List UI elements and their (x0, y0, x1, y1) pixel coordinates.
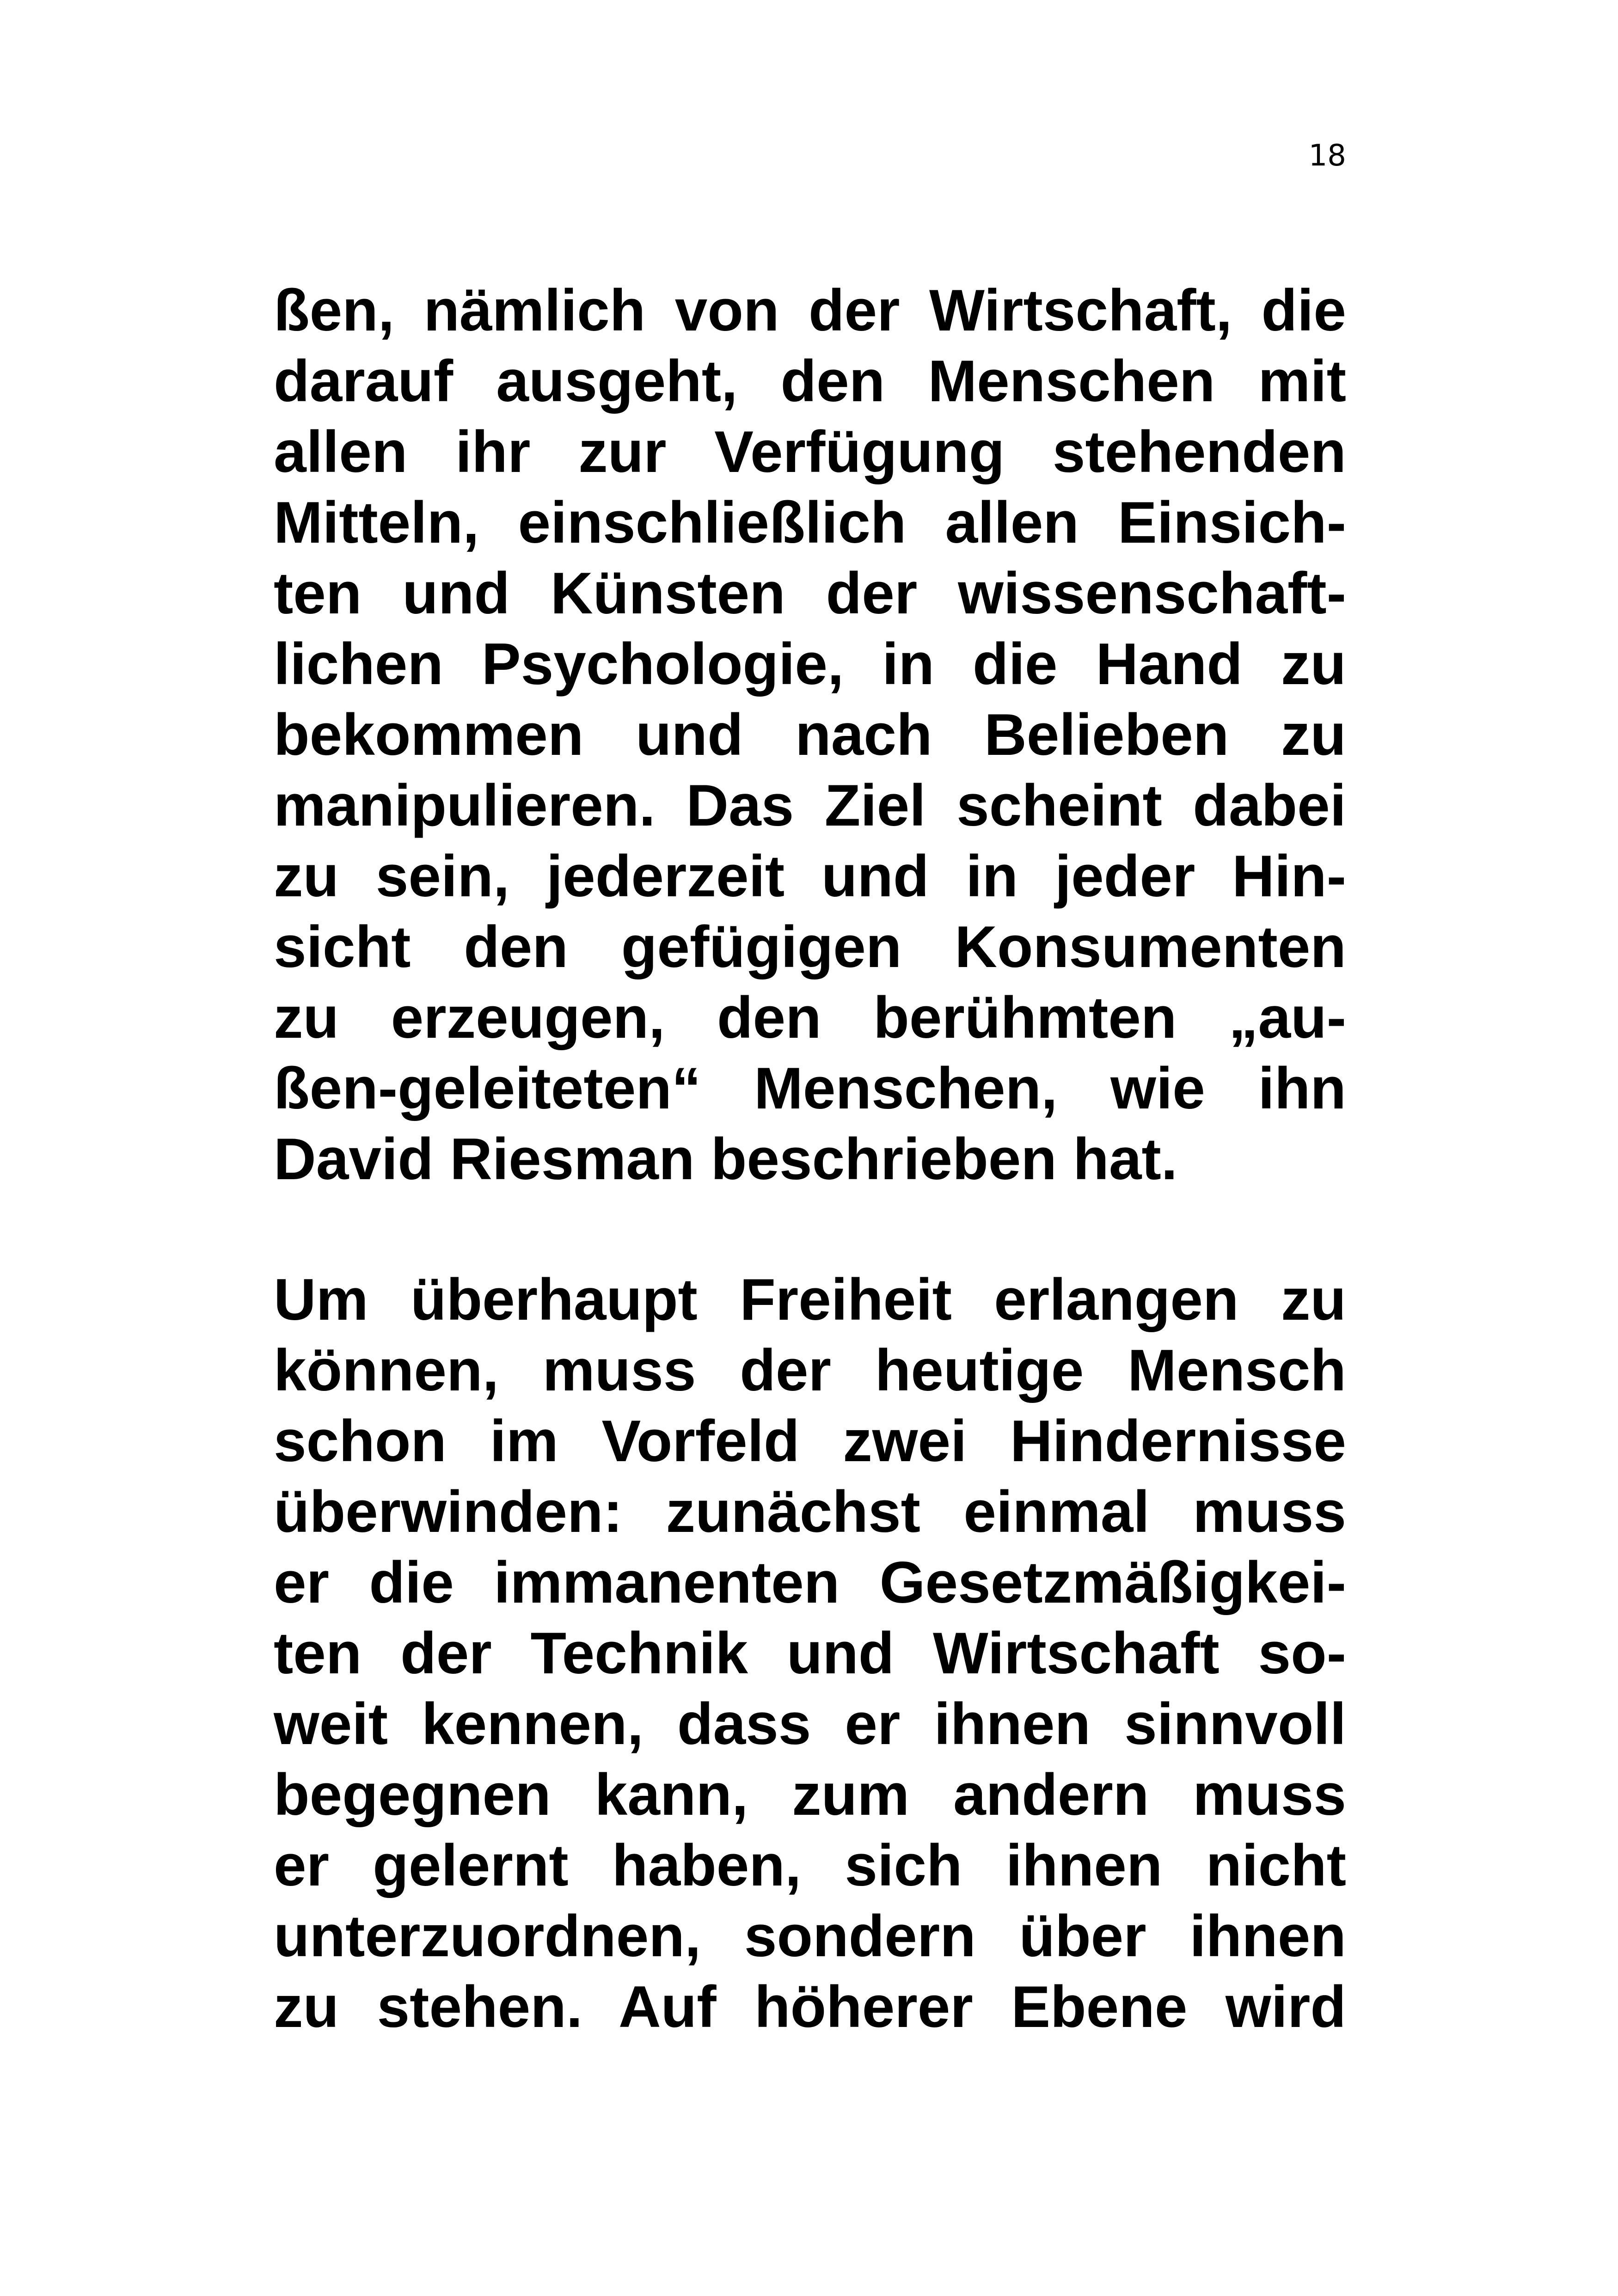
text-line: lichen Psychologie, in die Hand zu (274, 631, 1346, 697)
text-line: können, muss der heutige Mensch (274, 1337, 1346, 1403)
paragraph-1 (274, 275, 1346, 1194)
text-line: David Riesman beschrieben hat. (274, 1126, 1178, 1192)
text-line: ßen, nämlich von der Wirtschaft, die (274, 277, 1346, 343)
text-line: zu erzeugen, den berühmten „au- (274, 985, 1346, 1050)
text-line: darauf ausgeht, den Menschen mit (274, 348, 1346, 414)
text-line: er die immanenten Gesetzmäßigkei- (274, 1549, 1346, 1615)
text-line: unterzuordnen, sondern über ihnen (274, 1903, 1346, 1969)
text-line: er gelernt haben, sich ihnen nicht (274, 1832, 1346, 1898)
text-line: ten der Technik und Wirtschaft so- (274, 1620, 1346, 1686)
text-line: Um überhaupt Freiheit erlangen zu (274, 1267, 1346, 1332)
text-line: zu sein, jederzeit und in jeder Hin- (274, 843, 1346, 909)
text-line: ßen-geleiteten“ Menschen, wie ihn (274, 1055, 1346, 1121)
text-line: weit kennen, dass er ihnen sinnvoll (274, 1691, 1346, 1757)
page-number: 18 (1308, 139, 1346, 173)
text-line: begegnen kann, zum andern muss (274, 1762, 1346, 1827)
text-line: bekommen und nach Belieben zu (274, 702, 1346, 767)
text-line: manipulieren. Das Ziel scheint dabei (274, 772, 1346, 838)
text-line: überwinden: zunächst einmal muss (274, 1479, 1346, 1544)
text-line: sicht den gefügigen Konsumenten (274, 914, 1346, 980)
paragraph-2 (274, 1264, 1346, 2042)
text-line: schon im Vorfeld zwei Hindernisse (274, 1408, 1346, 1474)
text-line: Mitteln, einschließlich allen Einsich- (274, 490, 1346, 555)
text-line: allen ihr zur Verfügung stehenden (274, 419, 1346, 484)
text-line: zu stehen. Auf höherer Ebene wird (274, 1974, 1346, 2039)
text-line: ten und Künsten der wissenschaft- (274, 560, 1346, 626)
